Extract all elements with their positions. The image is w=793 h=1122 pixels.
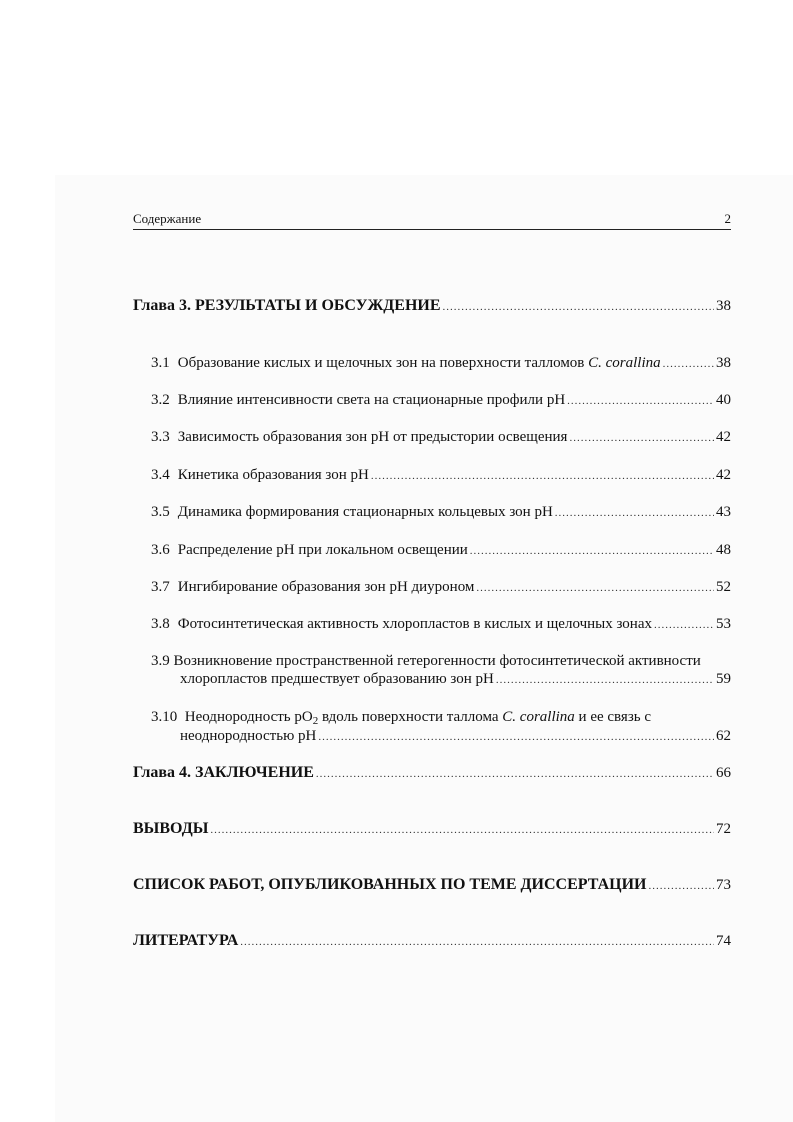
toc-entry-page: 42 — [716, 429, 731, 445]
toc-entry-label: Фотосинтетическая активность хлоропластов в кислых и щелочных зонах — [177, 616, 652, 632]
leader-dots — [654, 616, 714, 634]
toc-entry-number: 3.10 — [151, 709, 178, 725]
toc-entry-conclusions[interactable] — [133, 820, 731, 839]
toc-entry-page: 72 — [716, 821, 731, 837]
toc-entry-3-10[interactable] — [180, 727, 731, 746]
toc-entry-page: 40 — [716, 392, 731, 408]
toc-entry-label: хлоропластов предшествует образованию зон pH — [180, 671, 494, 687]
toc-entry-label: Неоднородность $pO_2$ вдоль поверхности таллома C. corallina и ее связь с — [184, 709, 652, 727]
leader-dots — [371, 467, 714, 485]
toc-entry-page: 66 — [716, 765, 731, 781]
toc-entry-label: ЛИТЕРАТУРА — [133, 932, 239, 949]
toc-entry-3-2[interactable] — [151, 391, 731, 410]
leader-dots — [663, 355, 714, 373]
leader-dots — [240, 933, 714, 951]
leader-dots — [555, 504, 714, 522]
toc-entry-page: 73 — [716, 877, 731, 893]
leader-dots — [443, 298, 714, 316]
toc-entry-number: 3.4 — [151, 467, 170, 483]
toc-entry-number: 3.3 — [151, 429, 170, 445]
header-title: Содержание — [133, 211, 202, 226]
toc-entry-label: ВЫВОДЫ — [133, 820, 209, 837]
toc-entry-label: Глава 4. ЗАКЛЮЧЕНИЕ — [133, 764, 314, 781]
toc-entry-number: 3.6 — [151, 542, 170, 558]
toc-entry-3-3[interactable] — [151, 428, 731, 447]
toc-entry-page: 62 — [716, 728, 731, 744]
toc-entry-3-5[interactable] — [151, 503, 731, 522]
toc-entry-references[interactable] — [133, 932, 731, 951]
toc-entry-page: 48 — [716, 542, 731, 558]
leader-dots — [476, 579, 714, 597]
leader-dots — [210, 821, 714, 839]
toc-entry-label: Ингибирование образования зон pH диуроном — [177, 579, 475, 595]
toc-entry-page: 53 — [716, 616, 731, 632]
toc-entry-number: 3.5 — [151, 504, 170, 520]
toc-entry-page: 42 — [716, 467, 731, 483]
toc-entry-publications[interactable] — [133, 876, 731, 895]
toc-entry-page: 38 — [716, 298, 731, 314]
toc-entry-page: 52 — [716, 579, 731, 595]
toc-entry-label: Образование кислых и щелочных зон на поверхности талломов C. corallina — [177, 355, 661, 371]
leader-dots — [470, 542, 714, 560]
running-header — [133, 209, 731, 230]
toc-entry-number: 3.8 — [151, 616, 170, 632]
leader-dots — [567, 392, 714, 410]
leader-dots — [316, 765, 714, 783]
toc-entry-label: неоднородностью pH — [180, 728, 317, 744]
toc-entry-3-10-first-line[interactable] — [151, 708, 651, 726]
toc-entry-3-7[interactable] — [151, 578, 731, 597]
toc-entry-number: 3.1 — [151, 355, 170, 371]
toc-entry-3-1[interactable] — [151, 354, 731, 373]
toc-entry-3-8[interactable] — [151, 615, 731, 634]
toc-entry-3-6[interactable] — [151, 541, 731, 560]
toc-entry-number: 3.7 — [151, 579, 170, 595]
leader-dots — [318, 728, 714, 746]
toc-entry-label: Кинетика образования зон pH — [177, 467, 369, 483]
toc-entry-page: 74 — [716, 933, 731, 949]
toc-entry-number: 3.9 — [151, 653, 170, 669]
toc-entry-page: 59 — [716, 671, 731, 687]
page-background — [55, 175, 793, 1122]
toc-entry-3-9[interactable] — [180, 670, 731, 689]
toc-entry-label: Глава 3. РЕЗУЛЬТАТЫ И ОБСУЖДЕНИЕ — [133, 297, 441, 314]
toc-entry-label: Возникновение пространственной гетерогенности фотосинтетической активности — [173, 653, 701, 669]
toc-entry-3-9-first-line[interactable] — [151, 652, 701, 670]
species-name: C. corallina — [502, 709, 575, 725]
toc-entry-label: Зависимость образования зон pH от предыстории освещения — [177, 429, 568, 445]
toc-entry-chapter-4[interactable] — [133, 764, 731, 783]
toc-entry-chapter-3[interactable] — [133, 297, 731, 316]
toc-entry-page: 43 — [716, 504, 731, 520]
toc-entry-label: СПИСОК РАБОТ, ОПУБЛИКОВАННЫХ ПО ТЕМЕ ДИССЕРТАЦИИ — [133, 876, 647, 893]
toc-entry-label: Распределение pH при локальном освещении — [177, 542, 468, 558]
leader-dots — [496, 671, 714, 689]
toc-entry-label: Динамика формирования стационарных кольцевых зон pH — [177, 504, 553, 520]
species-name: C. corallina — [588, 355, 661, 371]
header-page-number: 2 — [724, 211, 731, 226]
toc-entry-page: 38 — [716, 355, 731, 371]
leader-dots — [569, 429, 714, 447]
leader-dots — [649, 877, 715, 895]
toc-entry-number: 3.2 — [151, 392, 170, 408]
toc-entry-label: Влияние интенсивности света на стационарные профили pH — [177, 392, 566, 408]
toc-entry-3-4[interactable] — [151, 466, 731, 485]
